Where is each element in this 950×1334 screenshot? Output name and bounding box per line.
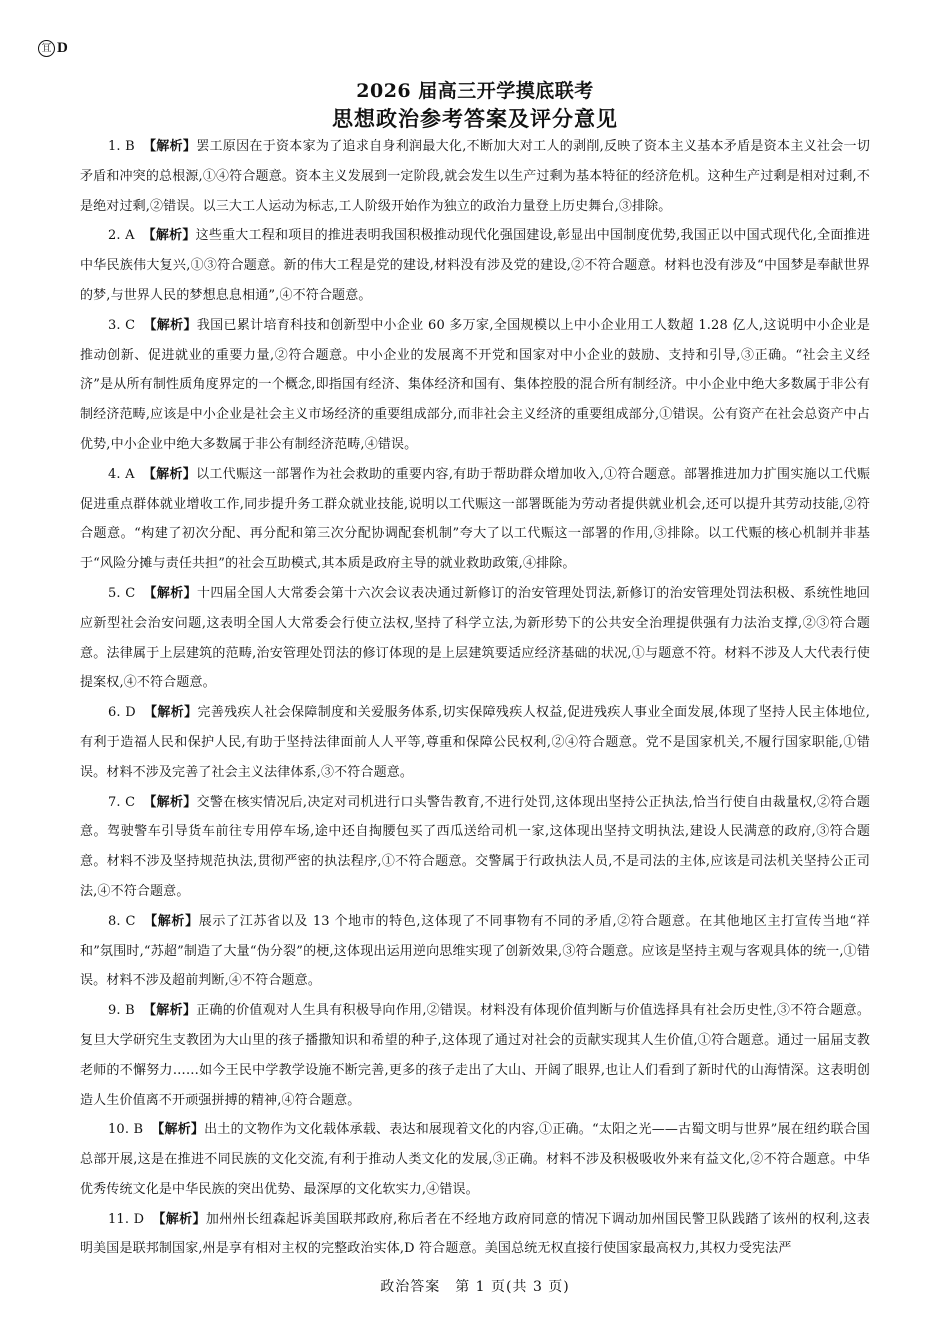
answer-item	[80, 996, 870, 1115]
analysis-tag: 【解析】	[143, 317, 197, 333]
question-number: 8. C	[108, 913, 136, 929]
answer-item	[80, 460, 870, 579]
analysis-tag: 【解析】	[143, 913, 199, 929]
answer-item	[80, 907, 870, 996]
analysis-tag: 【解析】	[142, 466, 197, 482]
analysis-text: 罢工原因在于资本家为了追求自身利润最大化,不断加大对工人的剥削,反映了资本主义基本矛盾是资本主义社会一切矛盾和冲突的总根源,①④符合题意。资本主义发展到一定阶段,就会发生以生产过剩为基本特征的经济危机。这种生产过剩是相对过剩,不是绝对过剩,②错误。以三大工人运动为标志,工人阶级开始作为独立的政治力量登上历史舞台,③排除。	[80, 139, 870, 214]
analysis-tag: 【解析】	[151, 1122, 205, 1138]
answer-item	[80, 311, 870, 460]
badge-symbol: 冝	[38, 40, 55, 57]
analysis-text: 展示了江苏省以及 13 个地市的特色,这体现了不同事物有不同的矛盾,②符合题意。在其他地区主打宣传当地“祥和”氛围时,“苏超”制造了大量“伪分裂”的梗,这体现出运用逆向思维实现了创新效果,③符合题意。应该是坚持主观与客观具体的统一,①错误。材料不涉及超前判断,④不符合题意。	[80, 913, 870, 989]
exam-title: 2026 届高三开学摸底联考	[356, 80, 594, 102]
question-number: 6. D	[108, 705, 136, 721]
analysis-text: 加州州长纽森起诉美国联邦政府,称后者在不经地方政府同意的情况下调动加州国民警卫队践踏了该州的权利,这表明美国是联邦制国家,州是享有相对主权的完整政治实体,D 符合题意。美国总统无权直接行使国家最高权力,其权力受宪法严	[80, 1211, 870, 1257]
question-number: 4. A	[108, 466, 135, 482]
question-number: 7. C	[108, 794, 136, 810]
analysis-tag: 【解析】	[143, 705, 198, 721]
question-number: 2. A	[108, 228, 135, 244]
answer-item	[80, 788, 870, 907]
answer-list	[80, 132, 870, 1264]
analysis-tag: 【解析】	[143, 794, 197, 810]
question-number: 1. B	[108, 139, 135, 154]
document-title: 思想政治参考答案及评分意见	[332, 106, 618, 131]
question-number: 11. D	[108, 1211, 145, 1227]
analysis-text: 完善残疾人社会保障制度和关爱服务体系,切实保障残疾人权益,促进残疾人事业全面发展,体现了坚持人民主体地位,有利于造福人民和保护人民,有助于坚持法律面前人人平等,尊重和保障公民权利,②④符合题意。党不是国家机关,不履行国家职能,①错误。材料不涉及完善了社会主义法律体系,③不符合题意。	[80, 705, 870, 780]
analysis-tag: 【解析】	[142, 1003, 197, 1019]
paper-badge	[38, 40, 68, 57]
answer-item	[80, 1205, 870, 1265]
analysis-tag: 【解析】	[142, 139, 197, 154]
answer-item	[80, 579, 870, 698]
answer-item	[80, 132, 870, 221]
question-number: 9. B	[108, 1003, 135, 1019]
analysis-text: 以工代赈这一部署作为社会救助的重要内容,有助于帮助群众增加收入,①符合题意。部署推进加力扩围实施以工代赈促进重点群体就业增收工作,同步提升务工群众就业技能,说明以工代赈这一部署既能为劳动者提供就业机会,还可以提升其劳动技能,②符合题意。“构建了初次分配、再分配和第三次分配协调配套机制”夸大了以工代赈这一部署的作用,③排除。以工代赈的核心机制并非基于“风险分摊与责任共担”的社会互助模式,其本质是政府主导的就业救助政策,④排除。	[80, 466, 870, 572]
question-number: 5. C	[108, 585, 136, 601]
answer-item	[80, 221, 870, 310]
analysis-text: 出土的文物作为文化载体承载、表达和展现着文化的内容,①正确。“太阳之光——古蜀文明与世界”展在纽约联合国总部开展,这是在推进不同民族的文化交流,有利于推动人类文化的发展,③正确。材料不涉及积极吸收外来有益文化,②不符合题意。中华优秀传统文化是中华民族的突出优势、最深厚的文化软实力,④错误。	[80, 1122, 870, 1197]
answer-item	[80, 1115, 870, 1204]
analysis-text: 这些重大工程和项目的推进表明我国积极推动现代化强国建设,彰显出中国制度优势,我国正以中国式现代化,全面推进中华民族伟大复兴,①③符合题意。新的伟大工程是党的建设,材料没有涉及党的建设,②不符合题意。材料也没有涉及“中国梦是奉献世界的梦,与世界人民的梦想息息相通”,④不符合题意。	[80, 228, 870, 303]
answer-item	[80, 698, 870, 787]
page-footer: 政治答案 第 1 页(共 3 页)	[380, 1279, 570, 1295]
question-number: 10. B	[108, 1122, 144, 1138]
analysis-tag: 【解析】	[143, 585, 198, 601]
analysis-text: 交警在核实情况后,决定对司机进行口头警告教育,不进行处罚,这体现出坚持公正执法,恰当行使自由裁量权,②符合题意。驾驶警车引导货车前往专用停车场,途中还自掏腰包买了西瓜送给司机一家,这体现出坚持文明执法,建设人民满意的政府,③符合题意。材料不涉及坚持规范执法,贯彻严密的执法程序,①不符合题意。交警属于行政执法人员,不是司法的主体,应该是司法机关坚持公正司法,④不符合题意。	[80, 794, 870, 899]
analysis-tag: 【解析】	[142, 228, 196, 244]
analysis-text: 十四届全国人大常委会第十六次会议表决通过新修订的治安管理处罚法,新修订的治安管理处罚法积极、系统性地回应新型社会治安问题,这表明全国人大常委会行使立法权,坚持了科学立法,为新形势下的公共安全治理提供强有力法治支撑,②③符合题意。法律属于上层建筑的范畴,治安管理处罚法的修订体现的是上层建筑要适应经济基础的状况,①与题意不符。材料不涉及人大代表行使提案权,④不符合题意。	[80, 585, 870, 691]
analysis-text: 正确的价值观对人生具有积极导向作用,②错误。材料没有体现价值判断与价值选择具有社会历史性,③不符合题意。复旦大学研究生支教团为大山里的孩子播撒知识和希望的种子,这体现了通过对社会的贡献实现其人生价值,①符合题意。通过一届届支教老师的不懈努力……如今王民中学教学设施不断完善,更多的孩子走出了大山、开阔了眼界,也让人们看到了新时代的山海情深。这表明创造人生价值离不开顽强拼搏的精神,④符合题意。	[80, 1003, 870, 1108]
analysis-tag: 【解析】	[152, 1211, 206, 1227]
badge-letter: D	[57, 40, 68, 56]
question-number: 3. C	[108, 317, 136, 333]
analysis-text: 我国已累计培育科技和创新型中小企业 60 多万家,全国规模以上中小企业用工人数超 1.28 亿人,这说明中小企业是推动创新、促进就业的重要力量,②符合题意。中小企业的发展离不开党和国家对中小企业的鼓励、支持和引导,③正确。“社会主义经济”是从所有制性质角度界定的一个概念,即指国有经济、集体经济和国有、集体控股的混合所有制经济。中小企业中绝大多数属于非公有制经济范畴,应该是中小企业是社会主义市场经济的重要组成部分,而非社会主义经济的重要组成部分,①错误。公有资产在社会总资产中占优势,中小企业中绝大多数属于非公有制经济范畴,④错误。	[80, 317, 870, 452]
